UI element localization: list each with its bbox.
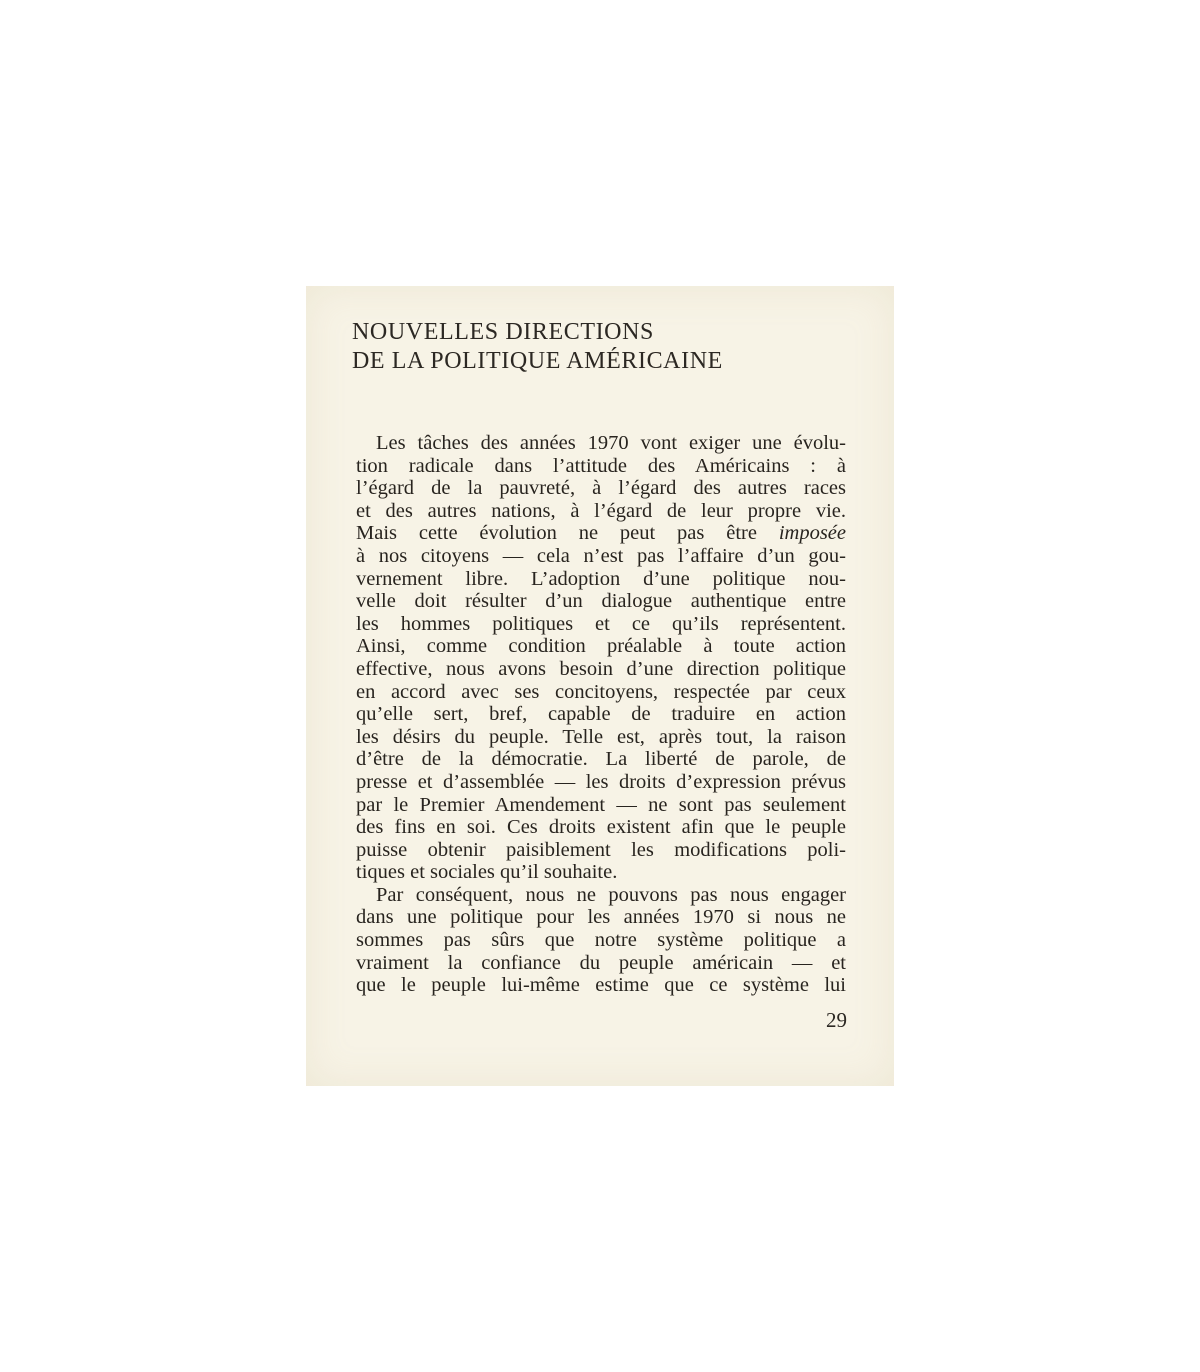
body-text	[356, 432, 846, 997]
text-line: les hommes politiques et ce qu’ils représentent.	[356, 612, 846, 635]
text-line: dans une politique pour les années 1970 si nous ne	[356, 906, 846, 929]
text-line: tion radicale dans l’attitude des Américains : à	[356, 454, 846, 477]
text-line: Ainsi, comme condition préalable à toute action	[356, 635, 846, 658]
text-line: effective, nous avons besoin d’une direction politique	[356, 657, 846, 680]
book-page	[306, 286, 894, 1086]
text-line-with-emphasis: Mais cette évolution ne peut pas être imposée	[356, 522, 846, 545]
text-line: par le Premier Amendement — ne sont pas seulement	[356, 793, 846, 816]
paragraph-1	[356, 432, 846, 884]
text-line: les désirs du peuple. Telle est, après tout, la raison	[356, 725, 846, 748]
text-line: des fins en soi. Ces droits existent afin que le peuple	[356, 816, 846, 839]
text-line: que le peuple lui-même estime que ce système lui	[356, 974, 846, 997]
text-line: et des autres nations, à l’égard de leur propre vie.	[356, 499, 846, 522]
text-line: velle doit résulter d’un dialogue authentique entre	[356, 590, 846, 613]
text-line: puisse obtenir paisiblement les modifications poli-	[356, 838, 846, 861]
text-line: Les tâches des années 1970 vont exiger une évolu-	[376, 432, 846, 454]
text-line: vraiment la confiance du peuple américain — et	[356, 951, 846, 974]
page-number: 29	[826, 1008, 847, 1032]
text-line: presse et d’assemblée — les droits d’expression prévus	[356, 770, 846, 793]
text-line: en accord avec ses concitoyens, respectée par ceux	[356, 680, 846, 703]
text-line: tiques et sociales qu’il souhaite.	[356, 861, 618, 884]
text-line: l’égard de la pauvreté, à l’égard des autres races	[356, 477, 846, 500]
chapter-title	[352, 318, 723, 376]
text-line: vernement libre. L’adoption d’une politique nou-	[356, 567, 846, 590]
chapter-title-line-1: NOUVELLES DIRECTIONS	[352, 319, 654, 345]
text-line: qu’elle sert, bref, capable de traduire en action	[356, 703, 846, 726]
text-line: d’être de la démocratie. La liberté de parole, de	[356, 748, 846, 771]
paragraph-2	[356, 884, 846, 997]
text-line: Par conséquent, nous ne pouvons pas nous engager	[376, 883, 846, 906]
text-line: à nos citoyens — cela n’est pas l’affaire d’un gou-	[356, 544, 846, 567]
emphasized-word: imposée	[778, 522, 846, 545]
text-line: sommes pas sûrs que notre système politique a	[356, 929, 846, 952]
chapter-title-line-2: DE LA POLITIQUE AMÉRICAINE	[352, 348, 723, 374]
